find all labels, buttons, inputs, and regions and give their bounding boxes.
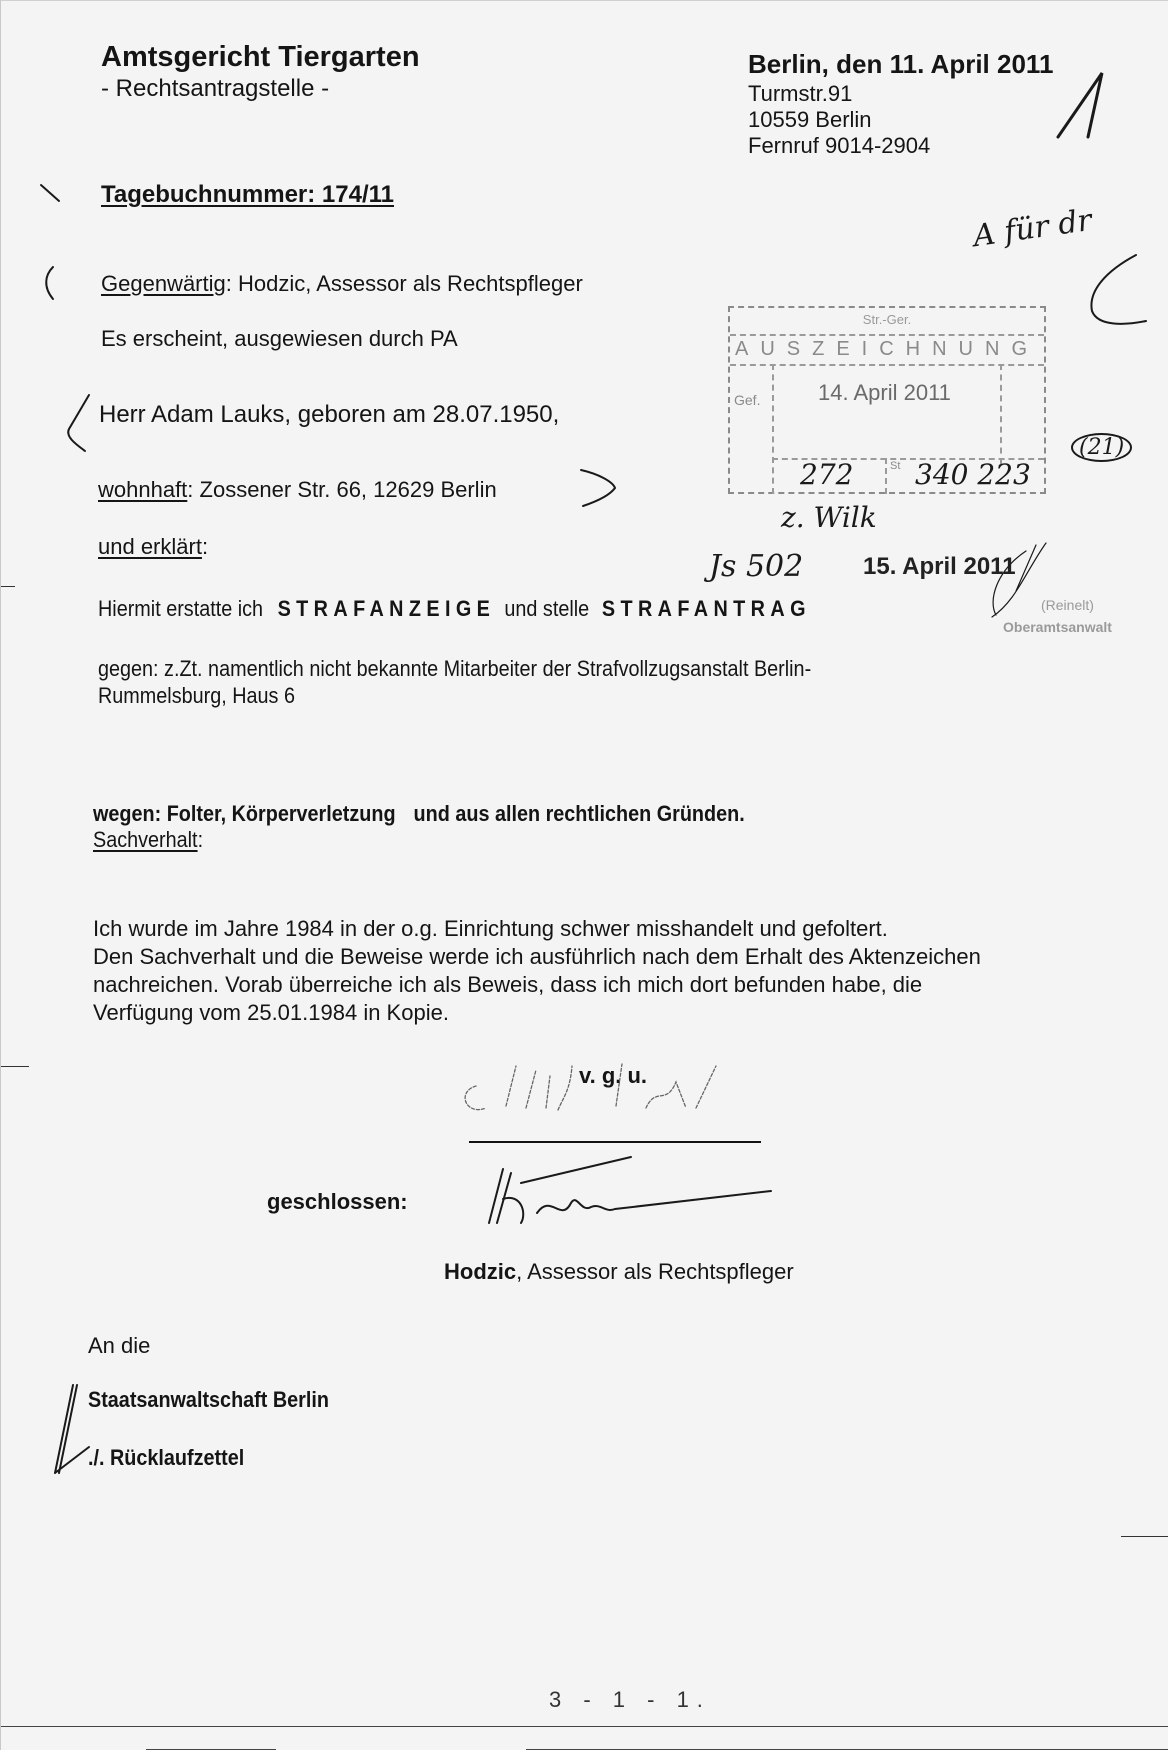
stamp-small-label: St: [890, 460, 901, 472]
present-label: Gegenwärtig: [101, 271, 226, 296]
margin-mark: [1, 1066, 29, 1067]
stamp-received-date: 15. April 2011: [863, 553, 1016, 580]
stamp-gef-label: Gef.: [734, 392, 761, 408]
read-approved-signed: v. g. u.: [579, 1063, 648, 1088]
stamp-number-1: 272: [800, 458, 854, 491]
facts-heading: [93, 827, 203, 853]
stamp-date: 14. April 2011: [818, 380, 951, 405]
statement-prefix: Hiermit erstatte ich: [98, 596, 264, 621]
statement-middle: und stelle: [504, 596, 590, 621]
closed-label: geschlossen:: [267, 1189, 408, 1214]
stamp-number-2: 340 223: [915, 458, 1031, 491]
court-phone: Fernruf 9014-2904: [748, 133, 931, 158]
declares-suffix: :: [201, 534, 209, 559]
handwritten-bottom-mark: 3 - 1 - 1.: [549, 1687, 711, 1712]
signer-line: [444, 1259, 794, 1285]
margin-mark: [1121, 1536, 1168, 1537]
declares-line: [98, 534, 208, 560]
residence-value: : Zossener Str. 66, 12629 Berlin: [187, 477, 497, 502]
because-part2: und aus allen rechtlichen Gründen.: [413, 801, 745, 826]
stamp-top-label: Str.-Ger.: [730, 308, 1044, 336]
signer-role: , Assessor als Rechtspfleger: [516, 1259, 794, 1284]
person-line: Herr Adam Lauks, geboren am 28.07.1950,: [99, 401, 560, 428]
facts-line-2: Den Sachverhalt und die Beweise werde ich ausführlich nach dem Erhalt des Aktenzeichen: [93, 944, 981, 969]
receipt-stamp: [728, 306, 1046, 494]
diary-number: Tagebuchnummer: 174/11: [101, 181, 394, 208]
stamp-role-line1: (Reinelt): [1041, 597, 1094, 613]
facts-line-3: nachreichen. Vorab überreiche ich als Beweis, dass ich mich dort befunden habe, die: [93, 972, 923, 997]
handwritten-arrow-icon: [579, 466, 619, 510]
declares-label: und erklärt: [98, 534, 202, 559]
statement-keyword-strafanzeige: STRAFANZEIGE: [277, 596, 496, 621]
because-part1: wegen: Folter, Körperverletzung: [93, 801, 396, 826]
appears-line: Es erscheint, ausgewiesen durch PA: [101, 326, 458, 351]
present-line: [101, 271, 583, 297]
statement-keyword-strafantrag: STRAFANTRAG: [601, 596, 811, 621]
applicant-signature-icon: [446, 1046, 746, 1136]
recipient-enclosure: ./. Rücklaufzettel: [88, 1445, 245, 1470]
handwritten-note-wilk: z. Wilk: [781, 501, 877, 534]
statement-line: [98, 596, 811, 622]
present-value: : Hodzic, Assessor als Rechtspfleger: [225, 271, 583, 296]
document-date: Berlin, den 11. April 2011: [748, 49, 1054, 79]
signer-name: Hodzic: [444, 1259, 517, 1284]
recipient-to: An die: [88, 1333, 151, 1358]
handwritten-js-number: Js 502: [709, 549, 804, 584]
stamp-title: AUSZEICHNUNG: [730, 334, 1044, 366]
clerk-signature-icon: [481, 1153, 781, 1233]
court-name: Amtsgericht Tiergarten: [101, 41, 420, 73]
handwritten-circled-number: (21): [1071, 433, 1132, 462]
handwritten-page-number-icon: [1056, 71, 1106, 151]
stamp-divider: [772, 364, 774, 494]
residence-label: wohnhaft: [98, 477, 188, 502]
residence-line: [98, 477, 497, 503]
stamp-divider: [885, 458, 887, 494]
stamp-role-line2: Oberamtsanwalt: [1003, 619, 1112, 635]
handwritten-bracket-icon: [49, 393, 99, 453]
handwritten-bracket-icon: [41, 265, 57, 301]
facts-label: Sachverhalt: [93, 827, 198, 852]
recipient-office: Staatsanwaltschaft Berlin: [88, 1387, 329, 1412]
against-line-1: gegen: z.Zt. namentlich nicht bekannte Mitarbeiter der Strafvollzugsanstalt Berlin-: [98, 656, 812, 681]
court-city: 10559 Berlin: [748, 107, 872, 132]
court-street: Turmstr.91: [748, 81, 853, 106]
because-line: [93, 801, 745, 827]
margin-mark: [1, 586, 15, 587]
handwritten-bracket-icon: [1086, 251, 1156, 331]
check-mark-icon: [39, 183, 63, 203]
facts-line-1: Ich wurde im Jahre 1984 in der o.g. Einrichtung schwer misshandelt und gefoltert.: [93, 916, 888, 941]
facts-line-4: Verfügung vom 25.01.1984 in Kopie.: [93, 1000, 449, 1025]
facts-suffix: :: [197, 827, 204, 852]
signature-line: [469, 1141, 761, 1143]
stamp-divider: [1000, 364, 1002, 464]
scan-edge-line: [1, 1726, 1168, 1727]
against-line-2: Rummelsburg, Haus 6: [98, 683, 295, 708]
handwritten-tick-icon: [49, 1381, 109, 1481]
handwritten-note-top-right: A für dr: [971, 202, 1094, 255]
court-department: - Rechtsantragstelle -: [101, 75, 330, 102]
